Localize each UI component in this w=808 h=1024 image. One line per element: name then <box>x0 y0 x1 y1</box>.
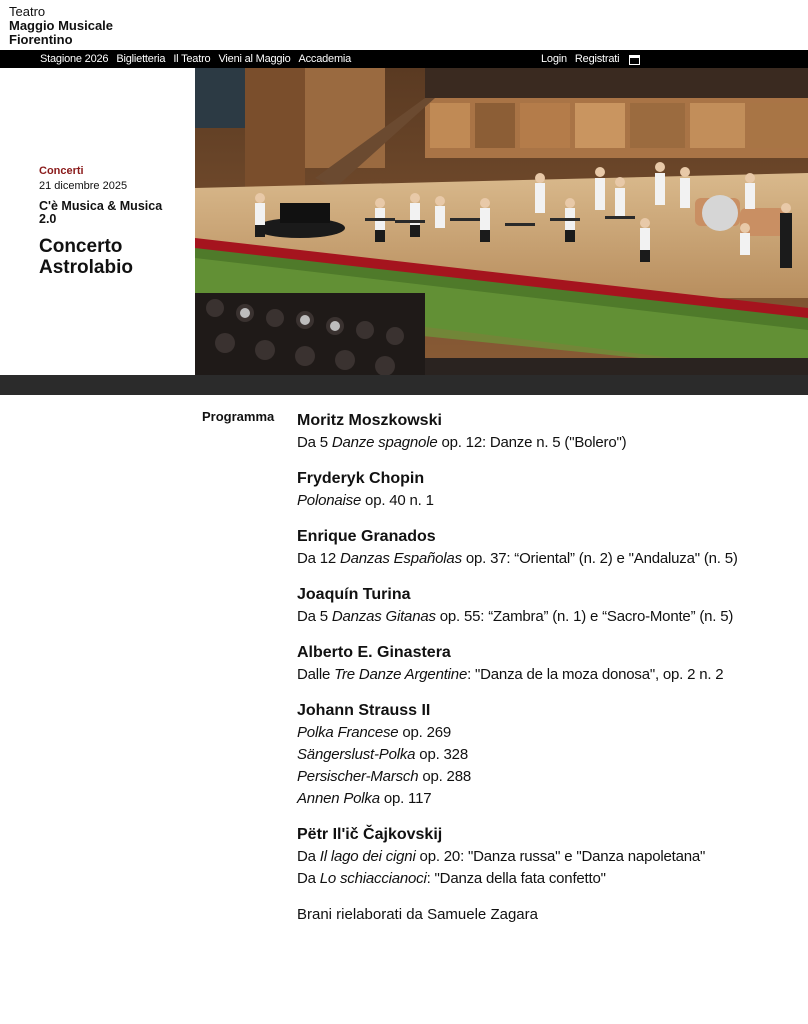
program-entry <box>297 410 797 454</box>
nav-item-vieni-al-maggio[interactable]: Vieni al Maggio <box>218 53 291 65</box>
program-list <box>297 410 797 926</box>
work-title: Polonaise op. 40 n. 1 <box>297 492 434 509</box>
user-nav <box>541 50 640 68</box>
composer-name: Johann Strauss II <box>297 702 431 719</box>
composer-name: Pëtr Il'ič Čajkovskij <box>297 826 443 843</box>
work-title: Persischer-Marsch op. 288 <box>297 768 471 785</box>
event-title: Concerto Astrolabio <box>39 236 133 278</box>
logo-line-3: Fiorentino <box>9 32 73 47</box>
nav-item-accademia[interactable]: Accademia <box>298 53 352 65</box>
composer-name: Joaquín Turina <box>297 586 411 603</box>
composer-name: Fryderyk Chopin <box>297 470 425 487</box>
arrangement-note: Brani rielaborati da Samuele Zagara <box>297 906 538 923</box>
logo-line-1: Teatro <box>9 4 46 19</box>
work-title: Da 12 Danzas Españolas op. 37: “Oriental” (n. 2) e "Andaluza" (n. 5) <box>297 550 738 567</box>
program-entry <box>297 584 797 628</box>
work-title: Annen Polka op. 117 <box>297 790 432 807</box>
work-title: Da Il lago dei cigni op. 20: "Danza russa" e "Danza napoletana" <box>297 848 706 865</box>
logo-line-2: Maggio Musicale <box>9 18 114 33</box>
program-entry <box>297 700 797 810</box>
work-title: Da Lo schiaccianoci: "Danza della fata confetto" <box>297 870 606 887</box>
site-logo[interactable] <box>9 5 169 47</box>
nav-item-il-teatro[interactable]: Il Teatro <box>173 53 211 65</box>
event-date: 21 dicembre 2025 <box>39 180 128 192</box>
login-link[interactable]: Login <box>541 53 567 65</box>
program-entry <box>297 824 797 890</box>
composer-name: Enrique Granados <box>297 528 436 545</box>
hero-bottom-band <box>0 375 808 395</box>
nav-item-stagione[interactable]: Stagione 2026 <box>40 53 109 65</box>
event-category[interactable]: Concerti <box>39 165 84 177</box>
top-navigation-bar <box>0 50 808 68</box>
work-title: Sängerslust-Polka op. 328 <box>297 746 468 763</box>
register-link[interactable]: Registrati <box>574 53 620 65</box>
main-nav <box>40 50 351 68</box>
event-series: C'è Musica & Musica 2.0 <box>39 199 163 226</box>
nav-item-biglietteria[interactable]: Biglietteria <box>116 53 166 65</box>
work-title: Dalle Tre Danze Argentine: "Danza de la moza donosa", op. 2 n. 2 <box>297 666 724 683</box>
work-title: Da 5 Danze spagnole op. 12: Danze n. 5 ("Bolero") <box>297 434 627 451</box>
composer-name: Moritz Moszkowski <box>297 412 442 429</box>
program-entry <box>297 468 797 512</box>
orchestra-photo-illustration <box>195 68 808 375</box>
composer-name: Alberto E. Ginastera <box>297 644 451 661</box>
hero-photo <box>195 68 808 375</box>
program-entry <box>297 526 797 570</box>
calendar-icon[interactable] <box>629 55 640 65</box>
work-title: Polka Francese op. 269 <box>297 724 452 741</box>
program-entry <box>297 642 797 686</box>
program-label: Programma <box>202 409 275 424</box>
work-title: Da 5 Danzas Gitanas op. 55: “Zambra” (n. 1) e “Sacro-Monte” (n. 5) <box>297 608 734 625</box>
